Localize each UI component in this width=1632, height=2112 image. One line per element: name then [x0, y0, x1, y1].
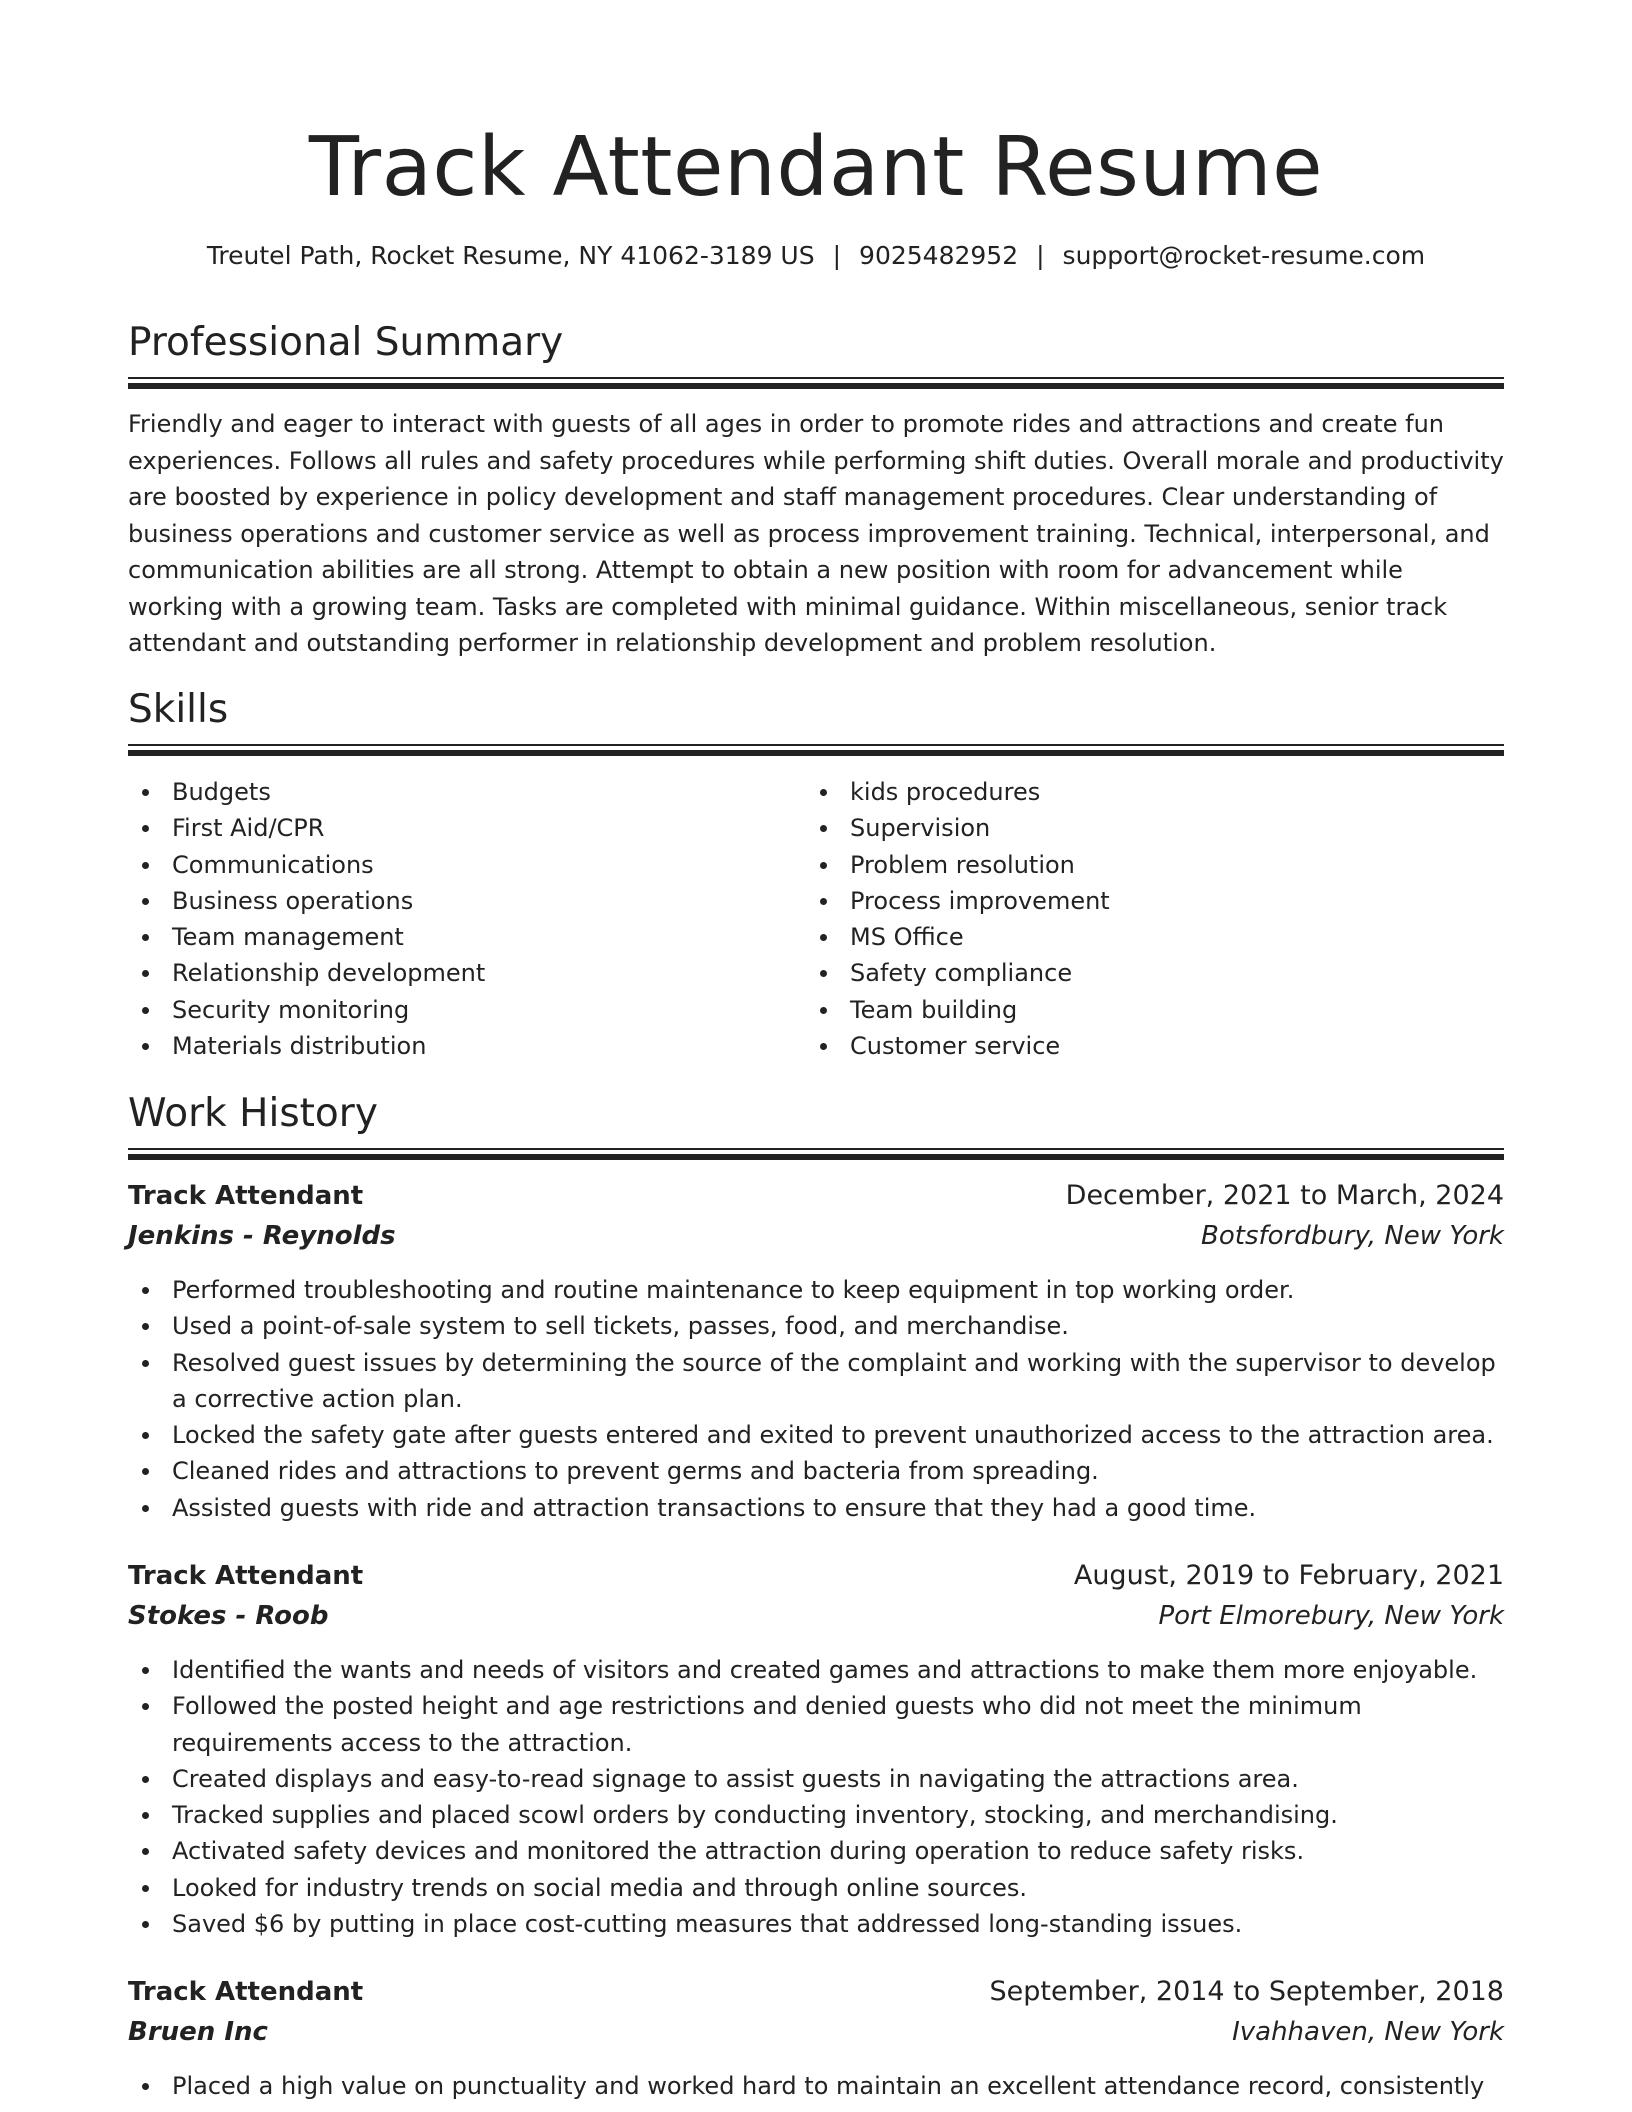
section-divider [128, 744, 1504, 746]
job-dates: September, 2014 to September, 2018 [989, 1976, 1504, 2007]
job-bullet: Cleaned rides and attractions to prevent germs and bacteria from spreading. [128, 1453, 1504, 1489]
section-divider [128, 1154, 1504, 1160]
skill-item: Budgets [128, 774, 788, 810]
job-bullet: Saved $6 by putting in place cost-cutting measures that addressed long-standing issues. [128, 1906, 1504, 1942]
job-location: Botsfordbury, New York [1201, 1221, 1504, 1251]
job-bullet: Performed troubleshooting and routine maintenance to keep equipment in top working order. [128, 1272, 1504, 1308]
contact-email[interactable]: support@rocket-resume.com [1062, 241, 1426, 270]
job-bullet: Assisted guests with ride and attraction transactions to ensure that they had a good time. [128, 1490, 1504, 1526]
job-bullet-list [128, 1652, 1504, 1942]
section-divider [128, 383, 1504, 389]
job-bullet: Activated safety devices and monitored the attraction during operation to reduce safety risks. [128, 1833, 1504, 1869]
skill-item: Relationship development [128, 955, 788, 991]
contact-phone[interactable]: 9025482952 [859, 241, 1019, 270]
job-bullet: Resolved guest issues by determining the source of the complaint and working with the supervisor to develop a corrective action plan. [128, 1345, 1504, 1418]
skill-item: Process improvement [806, 883, 1466, 919]
job-title: Track Attendant [128, 1561, 364, 1591]
skill-item: Communications [128, 847, 788, 883]
job-dates: December, 2021 to March, 2024 [1065, 1180, 1504, 1211]
skill-item: Security monitoring [128, 992, 788, 1028]
contact-address: Treutel Path, Rocket Resume, NY 41062-3189 US [206, 241, 815, 270]
section-title-summary: Professional Summary [128, 320, 564, 365]
section-divider [128, 750, 1504, 756]
skill-item: kids procedures [806, 774, 1466, 810]
resume-title: Track Attendant Resume [308, 120, 1324, 215]
job-bullet: Used a point-of-sale system to sell tickets, passes, food, and merchandise. [128, 1308, 1504, 1344]
job-company: Bruen Inc [128, 2017, 268, 2047]
contact-separator: | [1036, 241, 1045, 270]
skill-item: Team building [806, 992, 1466, 1028]
job-dates: August, 2019 to February, 2021 [1073, 1560, 1504, 1591]
job-location: Port Elmorebury, New York [1158, 1601, 1504, 1631]
job-bullet: Placed a high value on punctuality and worked hard to maintain an excellent attendance record, consistently [128, 2068, 1504, 2104]
skill-item: MS Office [806, 919, 1466, 955]
contact-separator: | [832, 241, 842, 270]
job-bullet: Followed the posted height and age restrictions and denied guests who did not meet the minimum requirements access to the attraction. [128, 1688, 1504, 1761]
job-bullet-list [128, 2068, 1504, 2104]
section-divider [128, 377, 1504, 379]
skills-list-left [128, 774, 788, 1064]
job-location: Ivahhaven, New York [1232, 2017, 1504, 2047]
skills-list-right [806, 774, 1466, 1064]
contact-line [0, 238, 1632, 274]
summary-text: Friendly and eager to interact with guests of all ages in order to promote rides and attractions and create fun experiences. Follows all rules and safety procedures while performing shift duties. Overall morale and productivity are boosted by experience in policy development and staff management procedures. Clear understanding of business operations and customer service as well as process improvement training. Technical, interpersonal, and communication abilities are all strong. Attempt to obtain a new position with room for advancement while working with a growing team. Tasks are completed with minimal guidance. Within miscellaneous, senior track attendant and outstanding performer in relationship development and problem resolution. [128, 410, 1504, 657]
section-divider [128, 1148, 1504, 1150]
job-title: Track Attendant [128, 1977, 364, 2007]
job-company: Jenkins - Reynolds [128, 1221, 396, 1251]
skill-item: First Aid/CPR [128, 810, 788, 846]
job-title: Track Attendant [128, 1181, 364, 1211]
skill-item: Materials distribution [128, 1028, 788, 1064]
job-bullet: Looked for industry trends on social media and through online sources. [128, 1870, 1504, 1906]
section-title-skills: Skills [128, 687, 229, 732]
skill-item: Business operations [128, 883, 788, 919]
section-title-work: Work History [128, 1091, 378, 1136]
job-bullet-list [128, 1272, 1504, 1526]
job-bullet: Identified the wants and needs of visitors and created games and attractions to make them more enjoyable. [128, 1652, 1504, 1688]
skill-item: Supervision [806, 810, 1466, 846]
job-bullet: Tracked supplies and placed scowl orders by conducting inventory, stocking, and merchandising. [128, 1797, 1504, 1833]
skill-item: Customer service [806, 1028, 1466, 1064]
skill-item: Team management [128, 919, 788, 955]
job-bullet: Locked the safety gate after guests entered and exited to prevent unauthorized access to the attraction area. [128, 1417, 1504, 1453]
skill-item: Safety compliance [806, 955, 1466, 991]
job-company: Stokes - Roob [128, 1601, 329, 1631]
skill-item: Problem resolution [806, 847, 1466, 883]
job-bullet: Created displays and easy-to-read signage to assist guests in navigating the attractions area. [128, 1761, 1504, 1797]
